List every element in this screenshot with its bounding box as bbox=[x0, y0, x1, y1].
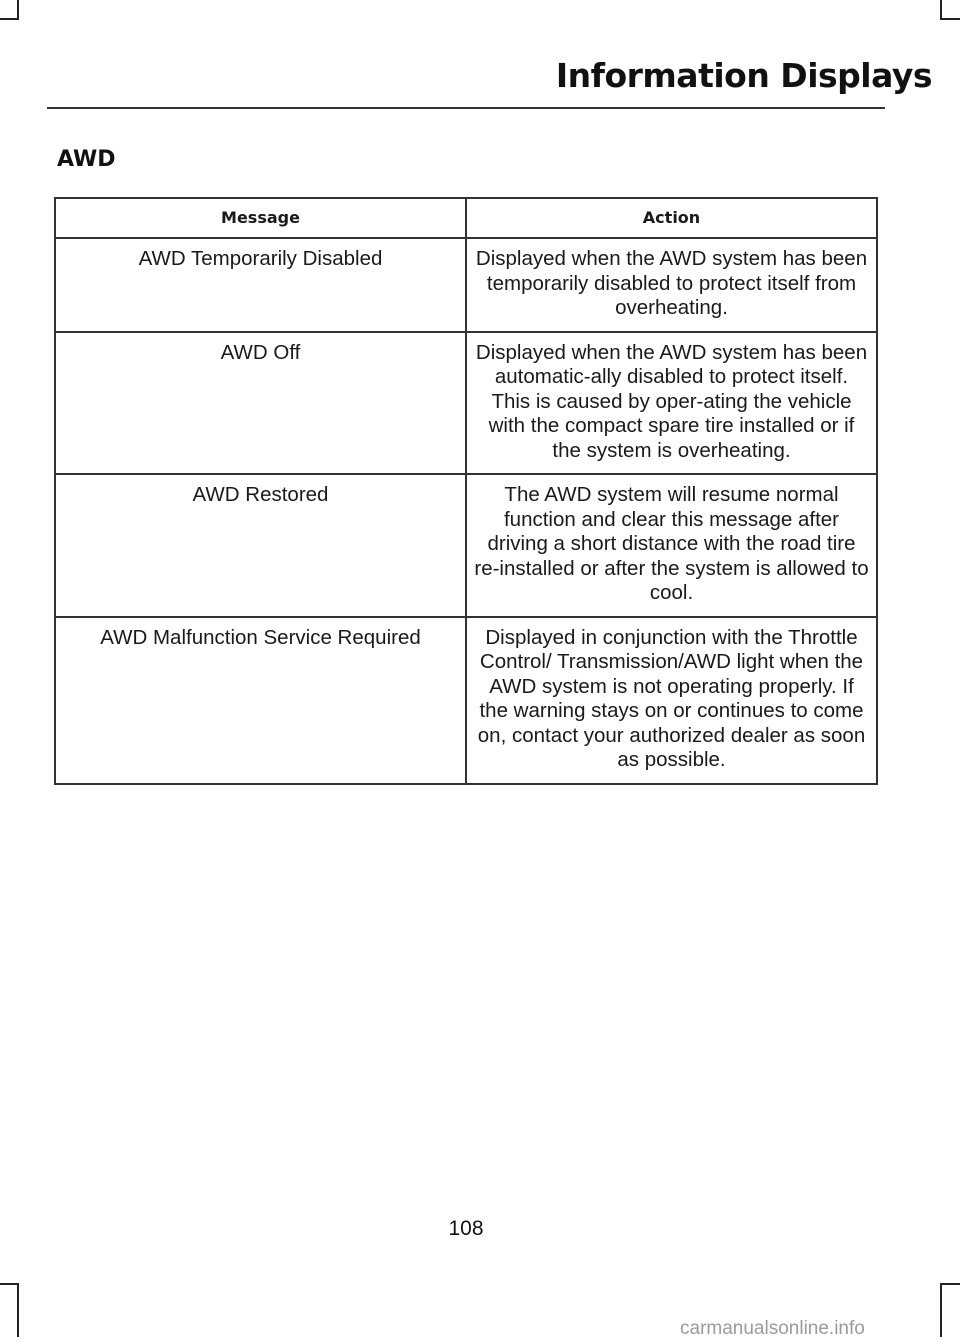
section-title: AWD bbox=[57, 147, 116, 172]
header-divider bbox=[47, 107, 885, 109]
action-cell: Displayed when the AWD system has been temporarily disabled to protect itself from overheating. bbox=[466, 238, 877, 332]
message-cell: AWD Malfunction Service Required bbox=[55, 617, 466, 784]
table-header-row bbox=[55, 198, 877, 238]
column-header-action: Action bbox=[466, 198, 877, 238]
message-cell: AWD Restored bbox=[55, 474, 466, 617]
crop-mark bbox=[17, 1283, 19, 1337]
crop-mark bbox=[0, 18, 19, 20]
message-cell: AWD Off bbox=[55, 332, 466, 475]
table-row bbox=[55, 617, 877, 784]
table-row bbox=[55, 474, 877, 617]
crop-mark bbox=[17, 0, 19, 20]
table-row bbox=[55, 238, 877, 332]
column-header-message: Message bbox=[55, 198, 466, 238]
watermark: carmanualsonline.info bbox=[680, 1318, 865, 1339]
page-number: 108 bbox=[448, 1217, 484, 1240]
crop-mark bbox=[940, 0, 942, 20]
action-cell: Displayed when the AWD system has been automatic-ally disabled to protect itself. This is caused by oper-ating the vehicle with the compact spare tire installed or if the system is overheating. bbox=[466, 332, 877, 475]
crop-mark bbox=[940, 18, 960, 20]
table-row bbox=[55, 332, 877, 475]
action-cell: Displayed in conjunction with the Throttle Control/ Transmission/AWD light when the AWD system is not operating properly. If the warning stays on or continues to come on, contact your authorized dealer as soon as possible. bbox=[466, 617, 877, 784]
crop-mark bbox=[940, 1283, 960, 1285]
action-cell: The AWD system will resume normal function and clear this message after driving a short distance with the road tire re-installed or after the system is allowed to cool. bbox=[466, 474, 877, 617]
awd-messages-table bbox=[54, 197, 878, 785]
page-header-title: Information Displays bbox=[555, 56, 932, 95]
crop-mark bbox=[940, 1283, 942, 1337]
message-cell: AWD Temporarily Disabled bbox=[55, 238, 466, 332]
